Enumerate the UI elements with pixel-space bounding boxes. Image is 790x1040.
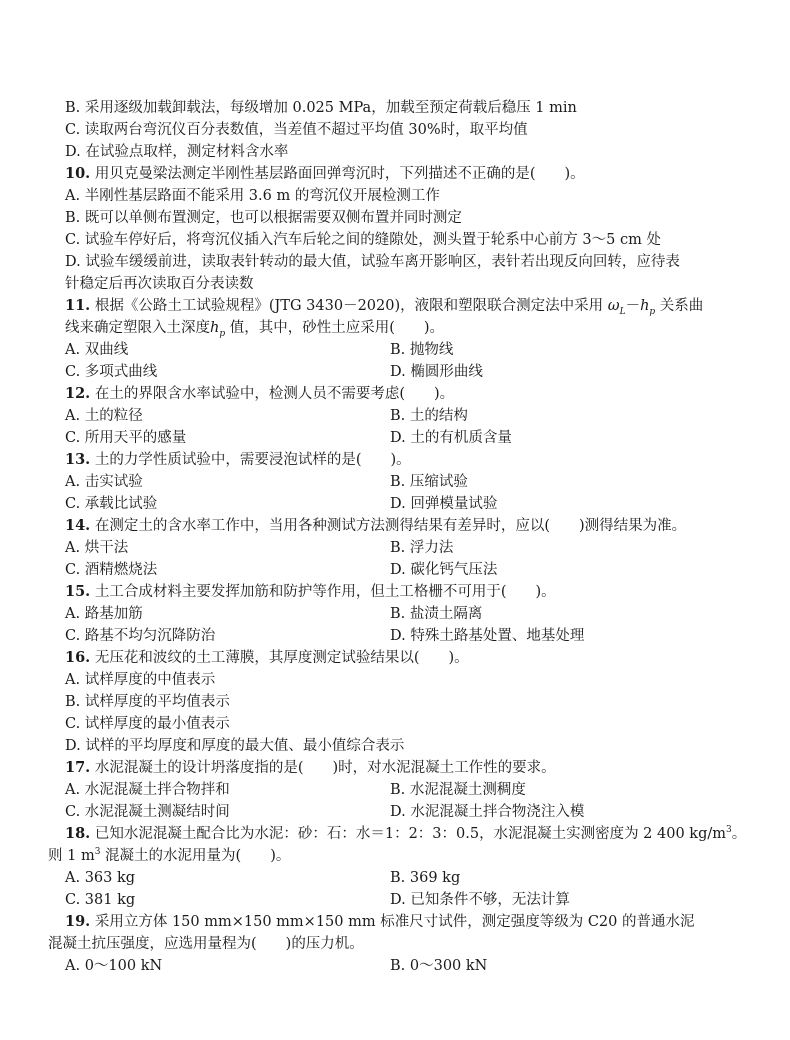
q14-option-a: A. 烘干法: [65, 540, 129, 556]
q10-option-d-line2: 针稳定后再次读取百分表读数: [65, 276, 254, 292]
q12-option-c: C. 所用天平的感量: [65, 430, 187, 446]
q12-option-b: B. 土的结构: [390, 408, 468, 424]
q17-option-b: B. 水泥混凝土测稠度: [390, 782, 526, 798]
q15-option-d: D. 特殊土路基处置、地基处理: [390, 628, 585, 644]
q16-option-b: B. 试样厚度的平均值表示: [65, 694, 230, 710]
q10-option-a: A. 半刚性基层路面不能采用 3.6 m 的弯沉仪开展检测工作: [65, 188, 440, 204]
q14-option-d: D. 碳化钙气压法: [390, 562, 498, 578]
q17-option-a: A. 水泥混凝土拌合物拌和: [65, 782, 230, 798]
q9-option-c: C. 读取两台弯沉仪百分表数值，当差值不超过平均值 30%时，取平均值: [65, 122, 528, 138]
q11-stem-line2: [65, 318, 444, 338]
q11-text-b: 关系曲: [655, 298, 704, 314]
q18-text-c: 则 1 m: [48, 848, 95, 864]
q11-number: 11.: [65, 297, 91, 314]
q13-option-b: B. 压缩试验: [390, 474, 468, 490]
q13-option-d: D. 回弹模量试验: [390, 496, 498, 512]
q18-option-b: B. 369 kg: [390, 870, 461, 886]
q10-number: 10.: [65, 165, 91, 182]
q9-option-b: B. 采用逐级加载卸载法，每级增加 0.025 MPa，加载至预定荷载后稳压 1 min: [65, 100, 577, 116]
q12-text: 在土的界限含水率试验中，检测人员不需要考虑( )。: [94, 386, 455, 402]
q19-text-a: 采用立方体 150 mm×150 mm×150 mm 标准尺寸试件，测定强度等级为 C20 的普通水泥: [94, 914, 695, 930]
q13-option-a: A. 击实试验: [65, 474, 143, 490]
q15-number: 15.: [65, 583, 91, 600]
q15-option-b: B. 盐渍土隔离: [390, 606, 483, 622]
q11-hp-sub: p: [219, 328, 226, 339]
q10-text: 用贝克曼梁法测定半刚性基层路面回弹弯沉时，下列描述不正确的是( )。: [94, 166, 585, 182]
q19-option-b: B. 0～300 kN: [390, 958, 488, 974]
q12-stem: [65, 384, 454, 404]
q10-stem: [65, 164, 585, 184]
q15-stem: [65, 582, 556, 602]
q18-sup-a: 3: [726, 825, 732, 836]
q18-stem-line1: [65, 824, 746, 844]
q19-number: 19.: [65, 913, 91, 930]
q14-stem: [65, 516, 686, 536]
q14-number: 14.: [65, 517, 91, 534]
q10-option-d-line1: D. 试验车缓缓前进，读取表针转动的最大值，试验车离开影响区，表针若出现反向回转，应待表: [65, 254, 680, 270]
q18-option-c: C. 381 kg: [65, 892, 136, 908]
q13-number: 13.: [65, 451, 91, 468]
q18-option-a: A. 363 kg: [65, 870, 136, 886]
q16-option-c: C. 试样厚度的最小值表示: [65, 716, 230, 732]
q11-text-d: 值，其中，砂性土应采用( )。: [225, 320, 445, 336]
q11-stem-line1: [65, 296, 703, 316]
q11-dash: －: [625, 298, 641, 314]
q16-option-d: D. 试样的平均厚度和厚度的最大值、最小值综合表示: [65, 738, 405, 754]
q11-omega-sub: L: [619, 306, 626, 317]
q16-text: 无压花和波纹的土工薄膜，其厚度测定试验结果以( )。: [94, 650, 469, 666]
q18-text-a: 已知水泥混凝土配合比为水泥：砂：石：水＝1：2：3：0.5，水泥混凝土实测密度为 2 400 kg/m: [94, 826, 727, 842]
q12-option-a: A. 土的粒径: [65, 408, 143, 424]
q17-text: 水泥混凝土的设计坍落度指的是( )时，对水泥混凝土工作性的要求。: [94, 760, 556, 776]
q13-option-c: C. 承载比试验: [65, 496, 158, 512]
q12-number: 12.: [65, 385, 91, 402]
q11-option-a: A. 双曲线: [65, 342, 129, 358]
q11-text-c: 线来确定塑限入土深度: [65, 320, 210, 336]
q18-sup-b: 3: [94, 847, 101, 858]
q14-text: 在测定土的含水率工作中，当用各种测试方法测得结果有差异时，应以( )测得结果为准。: [94, 518, 687, 534]
q17-option-c: C. 水泥混凝土测凝结时间: [65, 804, 230, 820]
q17-stem: [65, 758, 556, 778]
q17-option-d: D. 水泥混凝土拌合物浇注入模: [390, 804, 585, 820]
q13-text: 土的力学性质试验中，需要浸泡试样的是( )。: [94, 452, 411, 468]
q11-text-a: 根据《公路土工试验规程》(JTG 3430－2020)，液限和塑限联合测定法中采用: [94, 298, 608, 314]
q16-number: 16.: [65, 649, 91, 666]
q15-option-c: C. 路基不均匀沉降防治: [65, 628, 216, 644]
q18-stem-line2: [48, 846, 290, 866]
q11-option-b: B. 抛物线: [390, 342, 454, 358]
q11-option-c: C. 多项式曲线: [65, 364, 158, 380]
q11-h-sub: p: [649, 306, 656, 317]
q11-h: h: [640, 298, 650, 314]
q18-option-d: D. 已知条件不够，无法计算: [390, 892, 570, 908]
q19-stem-line1: [65, 912, 694, 932]
q15-text: 土工合成材料主要发挥加筋和防护等作用，但土工格栅不可用于( )。: [94, 584, 556, 600]
q11-omega: ω: [607, 298, 620, 314]
q18-number: 18.: [65, 825, 91, 842]
q19-option-a: A. 0～100 kN: [65, 958, 163, 974]
q9-option-d: D. 在试验点取样，测定材料含水率: [65, 144, 289, 160]
q11-option-d: D. 椭圆形曲线: [390, 364, 483, 380]
q14-option-c: C. 酒精燃烧法: [65, 562, 158, 578]
q10-option-b: B. 既可以单侧布置测定，也可以根据需要双侧布置并同时测定: [65, 210, 462, 226]
q16-stem: [65, 648, 469, 668]
q18-text-b: 。: [731, 826, 747, 842]
q14-option-b: B. 浮力法: [390, 540, 454, 556]
q17-number: 17.: [65, 759, 91, 776]
q16-option-a: A. 试样厚度的中值表示: [65, 672, 216, 688]
q18-text-d: 混凝土的水泥用量为( )。: [100, 848, 291, 864]
q13-stem: [65, 450, 411, 470]
q11-hp: h: [210, 320, 220, 336]
q15-option-a: A. 路基加筋: [65, 606, 143, 622]
q12-option-d: D. 土的有机质含量: [390, 430, 512, 446]
q19-stem-line2: 混凝土抗压强度，应选用量程为( )的压力机。: [48, 936, 364, 952]
q10-option-c: C. 试验车停好后，将弯沉仪插入汽车后轮之间的缝隙处，测头置于轮系中心前方 3～5 cm 处: [65, 232, 661, 248]
